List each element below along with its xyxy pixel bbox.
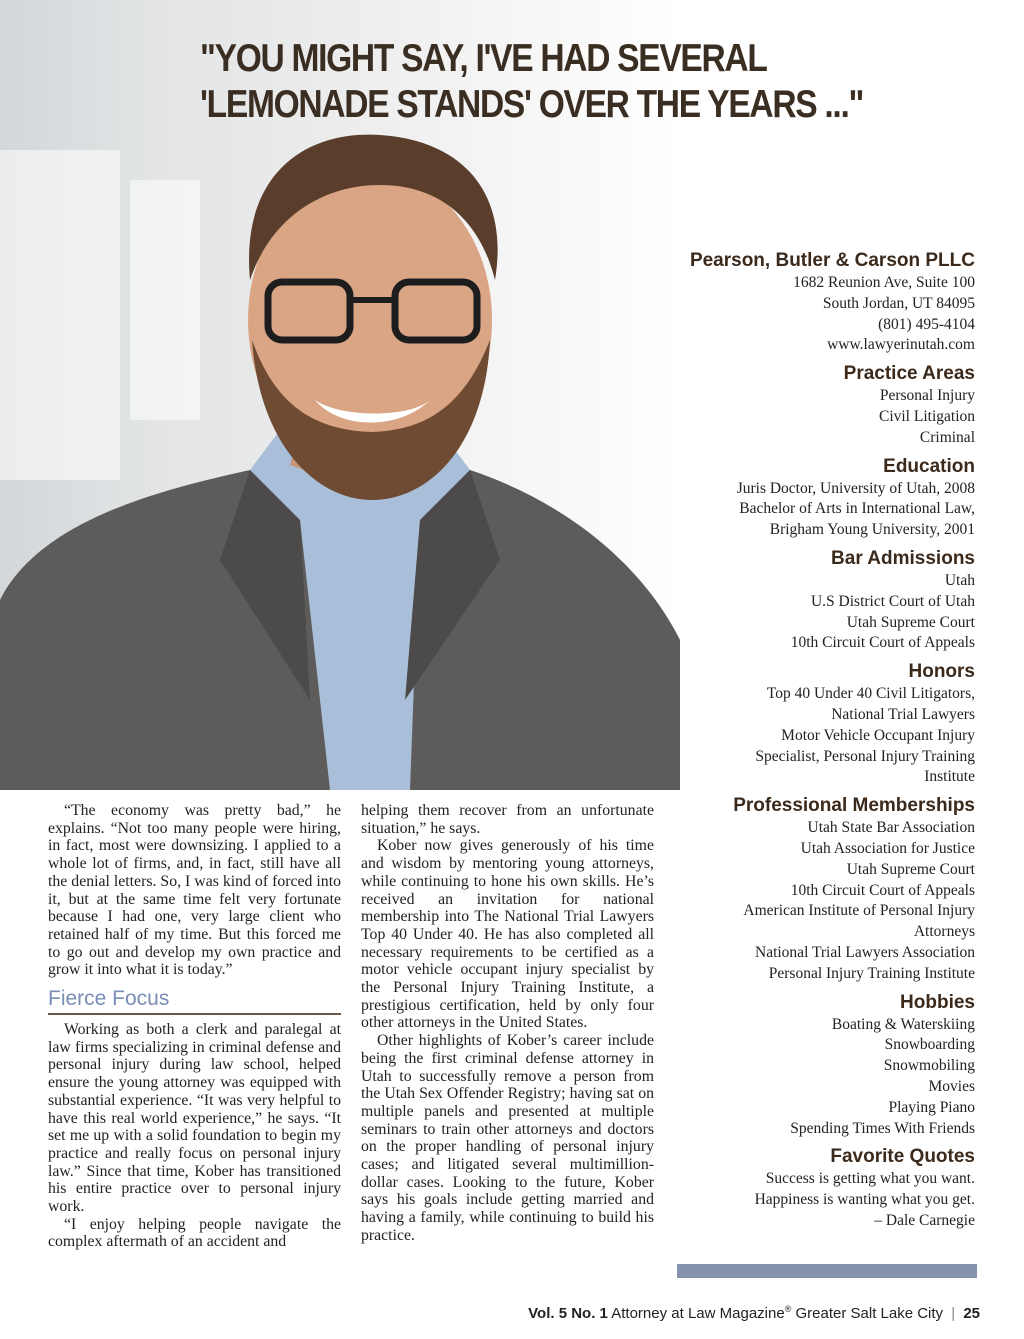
hobby-item: Movies xyxy=(928,1077,975,1095)
article-paragraph: helping them recover from an unfortunate situation,” he says. xyxy=(361,802,654,837)
headline-line-1: "YOU MIGHT SAY, I'VE HAD SEVERAL xyxy=(200,37,767,80)
education-item: Brigham Young University, 2001 xyxy=(769,521,975,539)
bar-admission-item: 10th Circuit Court of Appeals xyxy=(790,634,975,652)
practice-area-item: Criminal xyxy=(919,428,975,446)
honors-item: Top 40 Under 40 Civil Litigators, xyxy=(766,685,975,703)
article-column-1 xyxy=(48,802,341,1251)
quote-attribution: – Dale Carnegie xyxy=(874,1211,975,1229)
membership-item: Utah Association for Justice xyxy=(800,839,975,857)
firm-website: www.lawyerinutah.com xyxy=(827,336,975,354)
article-paragraph: Kober now gives generously of his time and wisdom by mentoring young attorneys, while continuing to hone his own skills. He’s received an invitation for national membership into The National Trial Lawyers Top 40 Under 40. He has also completed all necessary requirements to be certified as a motor vehicle occupant injury specialist by the Personal Injury Training Institute, a prestigious certification, held by only four other attorneys in the United States. xyxy=(361,837,654,1032)
firm-address-city: South Jordan, UT 84095 xyxy=(822,294,975,312)
hobby-item: Spending Times With Friends xyxy=(790,1119,975,1137)
article-column-2 xyxy=(361,802,654,1245)
hobbies-heading: Hobbies xyxy=(900,991,975,1013)
article-paragraph: Other highlights of Kober’s career include being the first criminal defense attorney in Utah to successfully remove a person from the Utah Sex Offender Registry; having sat on multiple panels and presented at multiple seminars to train other attorneys and doctors on the proper handling of personal injury cases; and litigated several multimillion-dollar cases. Looking to the future, Kober says his goals include getting married and having a family, while continuing to build his practice. xyxy=(361,1032,654,1244)
quote-line: Success is getting what you want. xyxy=(765,1170,975,1188)
article-paragraph: “The economy was pretty bad,” he explains. “Not too many people were hiring, in fact, most were downsizing. I applied to a whole lot of firms, and, in fact, still have all the denial letters. So, I was kind of forced into it, but at the same time felt very fortunate because I had one, very large client who retained half of my time. But this forced me to go out and develop my own practice and grow it into what it is today.” xyxy=(48,802,341,979)
article-paragraph: “I enjoy helping people navigate the complex aftermath of an accident and xyxy=(48,1215,341,1251)
page-footer xyxy=(528,1304,980,1322)
memberships-heading: Professional Memberships xyxy=(733,795,975,817)
footer-edition: Greater Salt Lake City xyxy=(795,1305,944,1322)
honors-heading: Honors xyxy=(908,661,975,683)
footer-magazine: Attorney at Law Magazine xyxy=(611,1305,785,1322)
practice-areas-heading: Practice Areas xyxy=(843,363,975,385)
headline-line-2: 'LEMONADE STANDS' OVER THE YEARS ..." xyxy=(200,83,864,126)
hobby-item: Snowmobiling xyxy=(883,1057,975,1075)
bar-admission-item: Utah xyxy=(944,571,975,589)
quote-line: Happiness is wanting what you get. xyxy=(754,1191,975,1209)
membership-item: Utah State Bar Association xyxy=(807,819,975,837)
honors-item: Institute xyxy=(924,768,975,786)
firm-name: Pearson, Butler & Carson PLLC xyxy=(689,250,975,271)
hobby-item: Playing Piano xyxy=(888,1098,975,1116)
registered-mark: ® xyxy=(784,1304,792,1314)
membership-item: National Trial Lawyers Association xyxy=(755,943,975,961)
practice-area-item: Personal Injury xyxy=(879,387,975,405)
honors-item: National Trial Lawyers xyxy=(831,705,975,723)
article-paragraph: Working as both a clerk and paralegal at law firms specializing in criminal defense and personal injury during law school, helped ensure the young attorney was equipped with substantial experience. “It was very helpful to have this real world experience,” he says. “It set me up with a solid foundation to begin my practice and really focus on personal injury law.” Since that time, Kober has transitioned his entire practice over to personal injury work. xyxy=(48,1021,341,1216)
hobby-item: Snowboarding xyxy=(884,1036,975,1054)
practice-area-item: Civil Litigation xyxy=(878,407,975,425)
membership-item: Utah Supreme Court xyxy=(846,860,975,878)
favorite-quotes-heading: Favorite Quotes xyxy=(830,1146,975,1168)
membership-item: Attorneys xyxy=(913,923,975,941)
bar-admissions-heading: Bar Admissions xyxy=(831,547,975,569)
honors-item: Motor Vehicle Occupant Injury xyxy=(781,726,975,744)
membership-item: American Institute of Personal Injury xyxy=(743,902,975,920)
membership-item: 10th Circuit Court of Appeals xyxy=(790,881,975,899)
firm-address-street: 1682 Reunion Ave, Suite 100 xyxy=(793,274,975,291)
page-number: 25 xyxy=(963,1305,980,1322)
attorney-profile-sidebar xyxy=(655,250,975,1232)
footer-separator: | xyxy=(951,1305,956,1322)
subhead-fierce-focus: Fierce Focus xyxy=(48,987,341,1015)
pull-quote-headline xyxy=(200,36,864,128)
education-item: Bachelor of Arts in International Law, xyxy=(739,500,975,518)
footer-volume: Vol. 5 No. 1 xyxy=(528,1305,608,1322)
hobby-item: Boating & Waterskiing xyxy=(831,1015,975,1033)
bar-admission-item: Utah Supreme Court xyxy=(846,613,975,631)
education-item: Juris Doctor, University of Utah, 2008 xyxy=(736,479,975,497)
honors-item: Specialist, Personal Injury Training xyxy=(755,747,975,765)
sidebar-accent-bar xyxy=(677,1264,977,1278)
bar-admission-item: U.S District Court of Utah xyxy=(810,592,975,610)
membership-item: Personal Injury Training Institute xyxy=(768,964,975,982)
firm-phone: (801) 495-4104 xyxy=(878,315,975,333)
education-heading: Education xyxy=(883,455,975,477)
